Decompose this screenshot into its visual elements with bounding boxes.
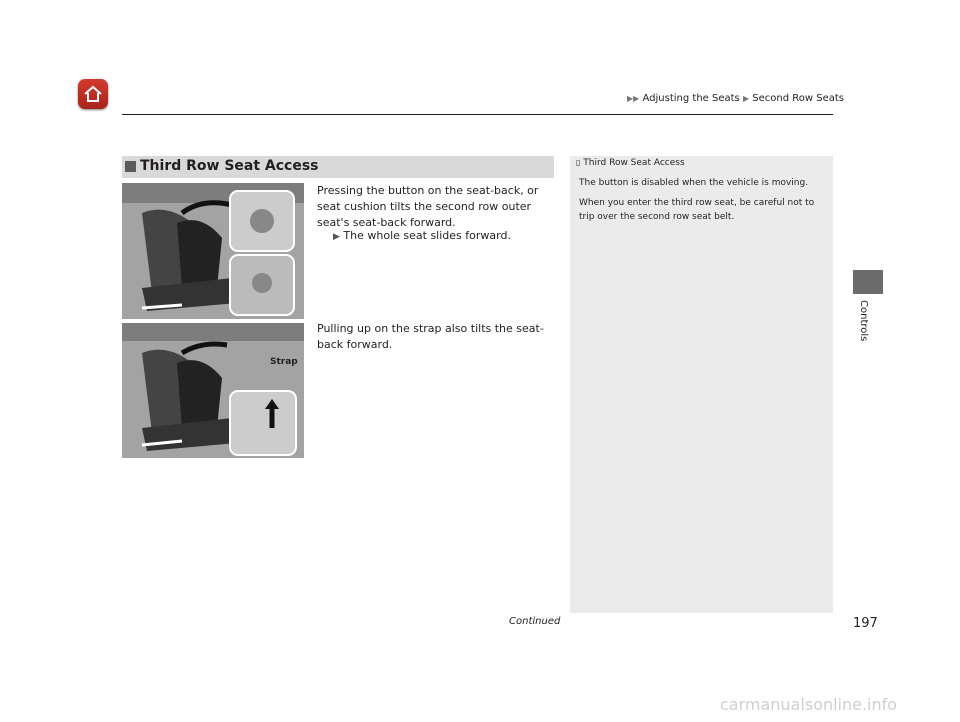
breadcrumb-item[interactable]: Second Row Seats — [752, 93, 845, 104]
section-title: Third Row Seat Access — [140, 158, 319, 174]
header-rule — [122, 114, 833, 115]
home-icon — [83, 84, 103, 104]
note-line: The button is disabled when the vehicle is moving. — [579, 178, 809, 188]
heading-square-icon — [125, 161, 136, 172]
seat-button-illustration — [122, 183, 304, 319]
seat-strap-illustration — [122, 323, 304, 458]
home-button[interactable] — [78, 79, 108, 109]
chapter-tab — [853, 270, 883, 294]
note-box — [570, 156, 833, 613]
note-text — [579, 176, 827, 224]
section-heading — [122, 156, 554, 178]
page-number: 197 — [853, 616, 878, 631]
double-arrow-icon: ▶▶ — [627, 94, 640, 103]
bullet-slide: ▶ The whole seat slides forward. — [333, 229, 511, 242]
watermark: carmanualsonline.info — [720, 695, 898, 714]
note-icon: ▯ — [576, 158, 581, 167]
strap-label: Strap — [270, 357, 298, 367]
note-title: ▯ Third Row Seat Access — [576, 158, 685, 168]
arrow-icon: ▶ — [333, 232, 340, 242]
paragraph-button: Pressing the button on the seat-back, or seat cushion tilts the second row outer seat's seat-back forward. — [317, 184, 539, 229]
breadcrumb — [627, 93, 844, 104]
arrow-icon: ▶ — [742, 94, 750, 103]
continued-label: Continued — [509, 616, 561, 627]
chapter-label: Controls — [858, 300, 869, 342]
breadcrumb-item[interactable]: Adjusting the Seats — [642, 93, 740, 104]
paragraph-strap: Pulling up on the strap also tilts the seat-back forward. — [317, 322, 544, 351]
note-line: When you enter the third row seat, be careful not to trip over the second row seat belt. — [579, 198, 815, 222]
